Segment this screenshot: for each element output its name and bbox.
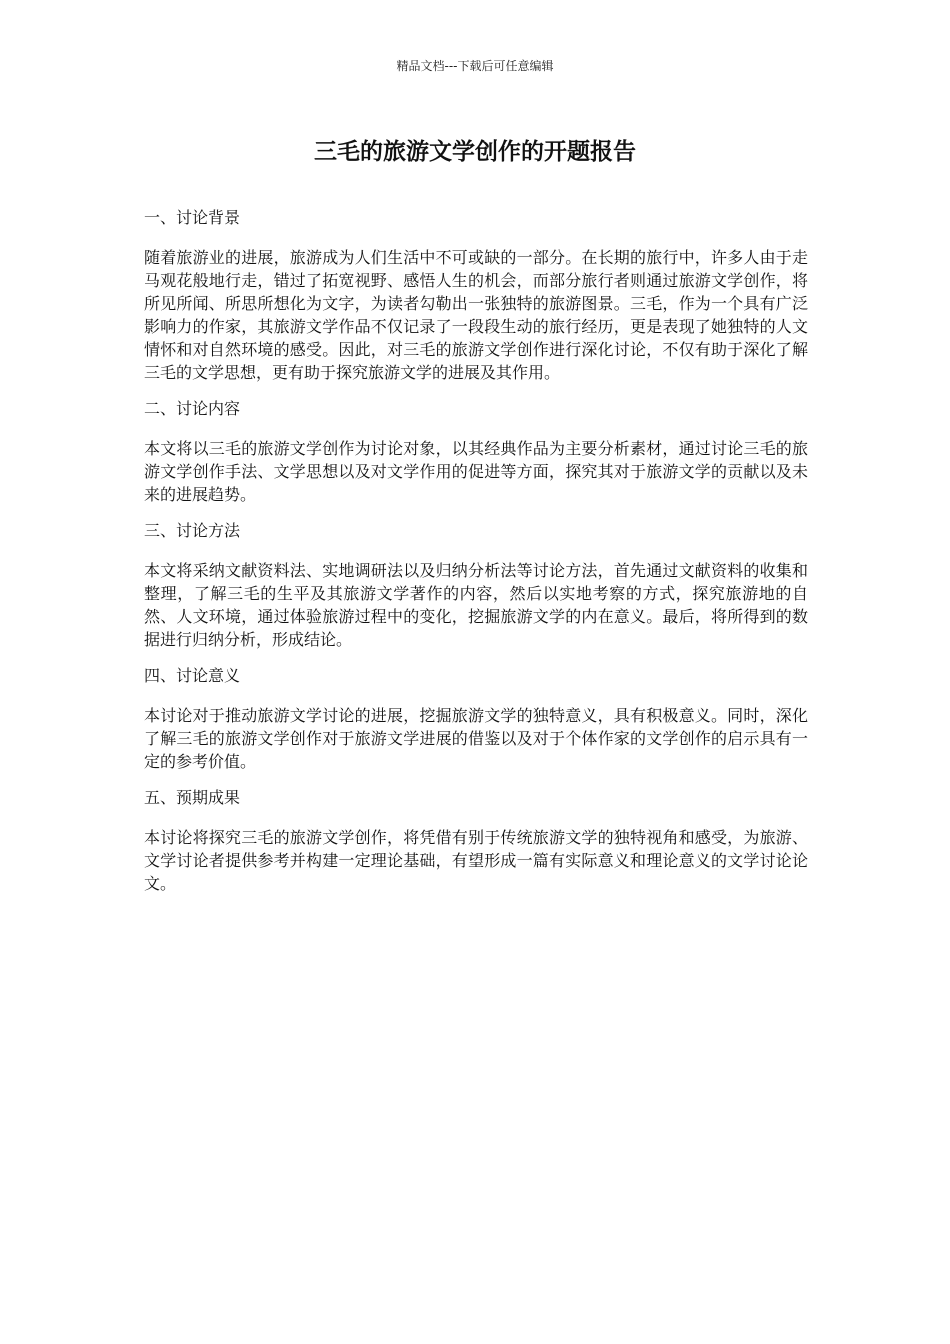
- section-method: [144, 519, 808, 651]
- section-body: 本讨论将探究三毛的旅游文学创作，将凭借有别于传统旅游文学的独特视角和感受，为旅游、文学讨论者提供参考并构建一定理论基础，有望形成一篇有实际意义和理论意义的文学讨论论文。: [144, 828, 808, 893]
- section-body: 本讨论对于推动旅游文学讨论的进展，挖掘旅游文学的独特意义，具有积极意义。同时，深化了解三毛的旅游文学创作对于旅游文学进展的借鉴以及对于个体作家的文学创作的启示具有一定的参考价值。: [144, 706, 808, 771]
- section-significance: [144, 664, 808, 773]
- section-background: [144, 206, 808, 384]
- document-title: 三毛的旅游文学创作的开题报告: [314, 139, 636, 165]
- section-heading: 三、讨论方法: [144, 521, 241, 540]
- section-body: 本文将以三毛的旅游文学创作为讨论对象，以其经典作品为主要分析素材，通过讨论三毛的旅游文学创作手法、文学思想以及对文学作用的促进等方面，探究其对于旅游文学的贡献以及未来的进展趋势。: [144, 439, 808, 504]
- document-content: [144, 206, 808, 908]
- section-heading: 二、讨论内容: [144, 399, 241, 418]
- section-heading: 四、讨论意义: [144, 666, 241, 685]
- section-heading: 五、预期成果: [144, 788, 241, 807]
- section-body: 本文将采纳文献资料法、实地调研法以及归纳分析法等讨论方法，首先通过文献资料的收集和整理，了解三毛的生平及其旅游文学著作的内容，然后以实地考察的方式，探究旅游地的自然、人文环境，通过体验旅游过程中的变化，挖掘旅游文学的内在意义。最后，将所得到的数据进行归纳分析，形成结论。: [144, 561, 808, 649]
- section-content: [144, 397, 808, 506]
- page-header-note: 精品文档---下载后可任意编辑: [396, 59, 554, 73]
- section-heading: 一、讨论背景: [144, 208, 241, 227]
- section-expected-results: [144, 786, 808, 895]
- section-body: 随着旅游业的进展，旅游成为人们生活中不可或缺的一部分。在长期的旅行中，许多人由于走马观花般地行走，错过了拓宽视野、感悟人生的机会，而部分旅行者则通过旅游文学创作，将所见所闻、所思所想化为文字，为读者勾勒出一张独特的旅游图景。三毛，作为一个具有广泛影响力的作家，其旅游文学作品不仅记录了一段段生动的旅行经历，更是表现了她独特的人文情怀和对自然环境的感受。因此，对三毛的旅游文学创作进行深化讨论，不仅有助于深化了解三毛的文学思想，更有助于探究旅游文学的进展及其作用。: [144, 248, 808, 382]
